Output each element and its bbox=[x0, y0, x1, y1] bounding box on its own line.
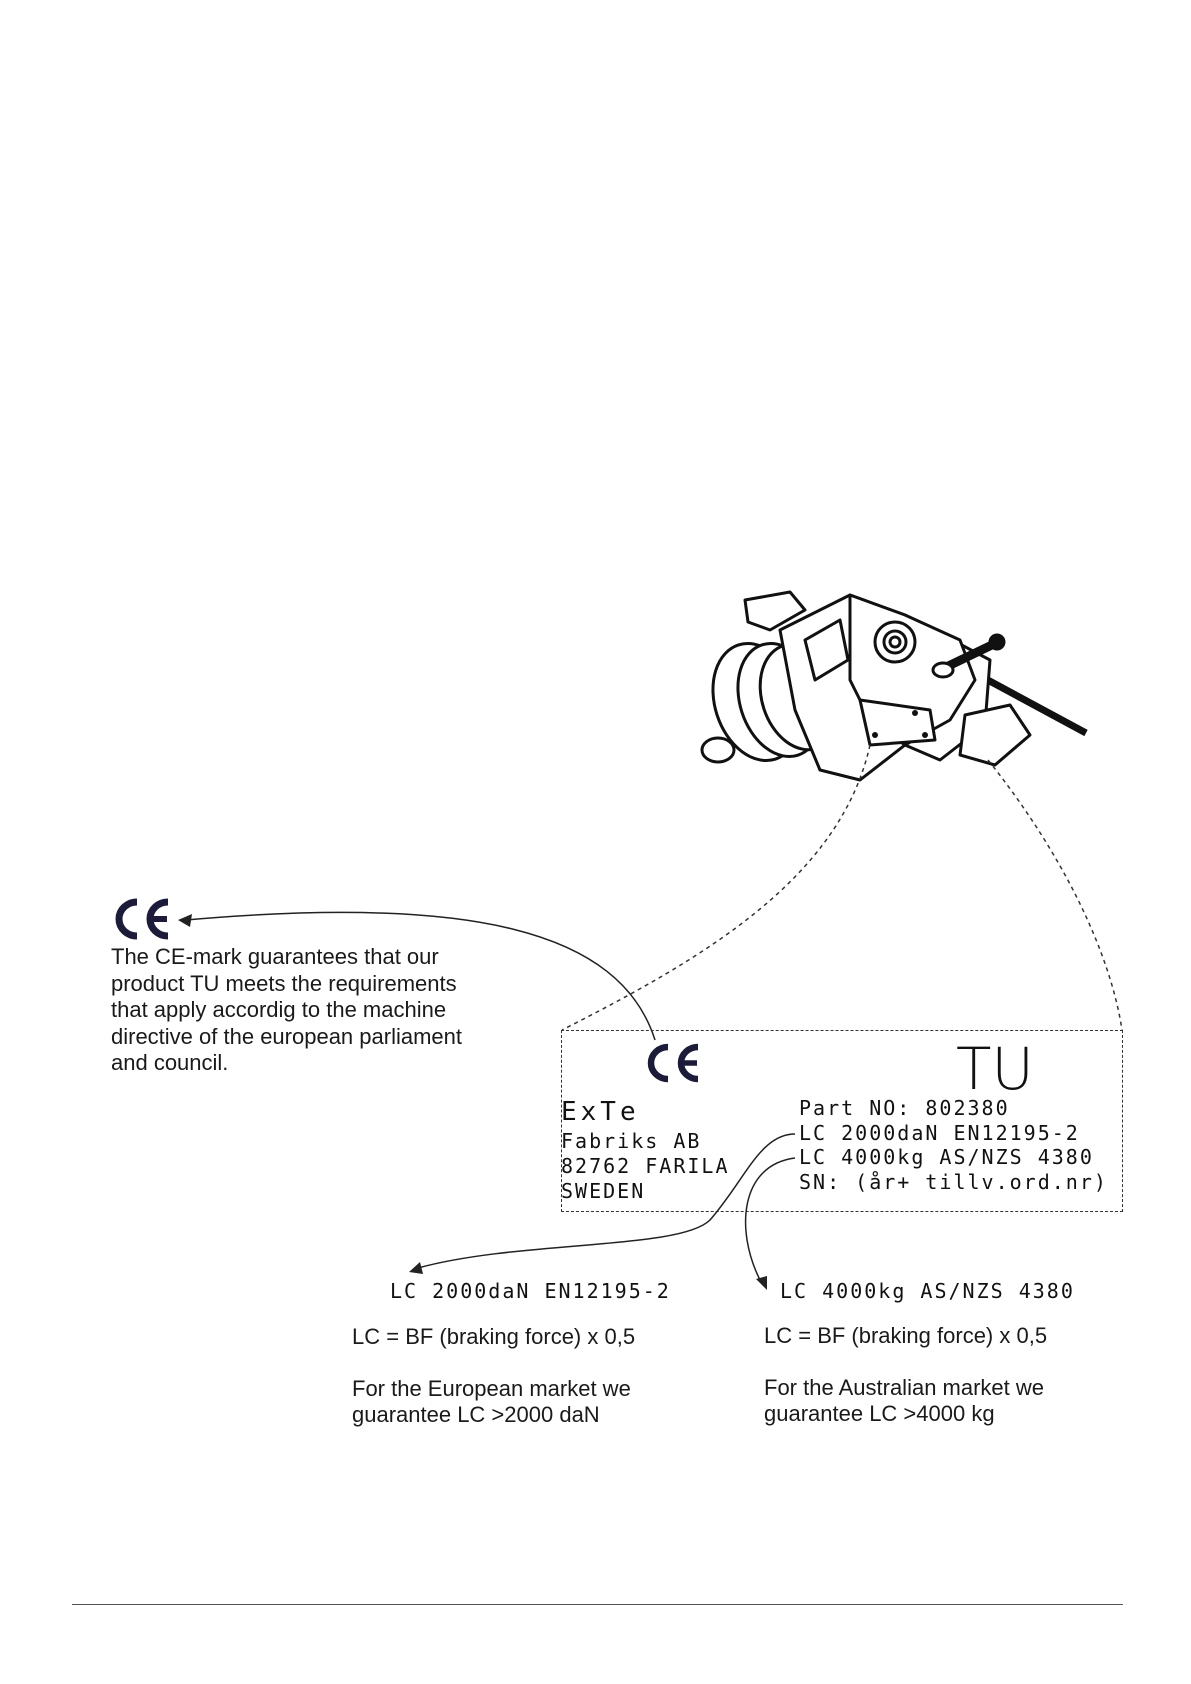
label-company: ExTe bbox=[561, 1097, 640, 1127]
label-address-line: 82762 FARILA bbox=[561, 1154, 730, 1178]
label-product-name: TU bbox=[956, 1035, 1034, 1103]
label-ce-mark-icon bbox=[646, 1043, 702, 1083]
australia-guarantee-line: For the Australian market we bbox=[764, 1375, 1045, 1400]
australia-formula: LC = BF (braking force) x 0,5 bbox=[764, 1323, 1048, 1348]
footer-rule bbox=[72, 1604, 1123, 1605]
europe-guarantee-line: For the European market we bbox=[352, 1376, 631, 1401]
ce-description-line: The CE-mark guarantees that our bbox=[111, 944, 439, 969]
label-part-number: Part NO: 802380 bbox=[799, 1096, 1010, 1120]
label-lc-australia: LC 4000kg AS/NZS 4380 bbox=[799, 1145, 1094, 1169]
lc-arrows bbox=[400, 1130, 800, 1300]
ce-description bbox=[111, 944, 531, 1077]
europe-guarantee bbox=[352, 1376, 631, 1428]
australia-guarantee-line: guarantee LC >4000 kg bbox=[764, 1401, 995, 1426]
label-lc-europe: LC 2000daN EN12195-2 bbox=[799, 1120, 1080, 1145]
label-address-line: SWEDEN bbox=[561, 1179, 646, 1203]
label-specs bbox=[799, 1096, 1108, 1194]
ce-description-line: directive of the european parliament bbox=[111, 1023, 462, 1049]
europe-formula: LC = BF (braking force) x 0,5 bbox=[352, 1324, 636, 1349]
europe-lc-title: LC 2000daN EN12195-2 bbox=[390, 1279, 671, 1303]
australia-lc-title: LC 4000kg AS/NZS 4380 bbox=[780, 1279, 1075, 1303]
europe-guarantee-line: guarantee LC >2000 daN bbox=[352, 1402, 600, 1427]
label-serial-number: SN: (år+ tillv.ord.nr) bbox=[799, 1169, 1108, 1194]
ce-description-line: and council. bbox=[111, 1050, 229, 1075]
ce-description-line: product TU meets the requirements bbox=[111, 970, 457, 996]
australia-guarantee bbox=[764, 1375, 1044, 1427]
ce-description-line: that apply accordig to the machine bbox=[111, 997, 447, 1022]
ce-mark-icon bbox=[113, 898, 173, 940]
label-address-line: Fabriks AB bbox=[561, 1129, 702, 1153]
